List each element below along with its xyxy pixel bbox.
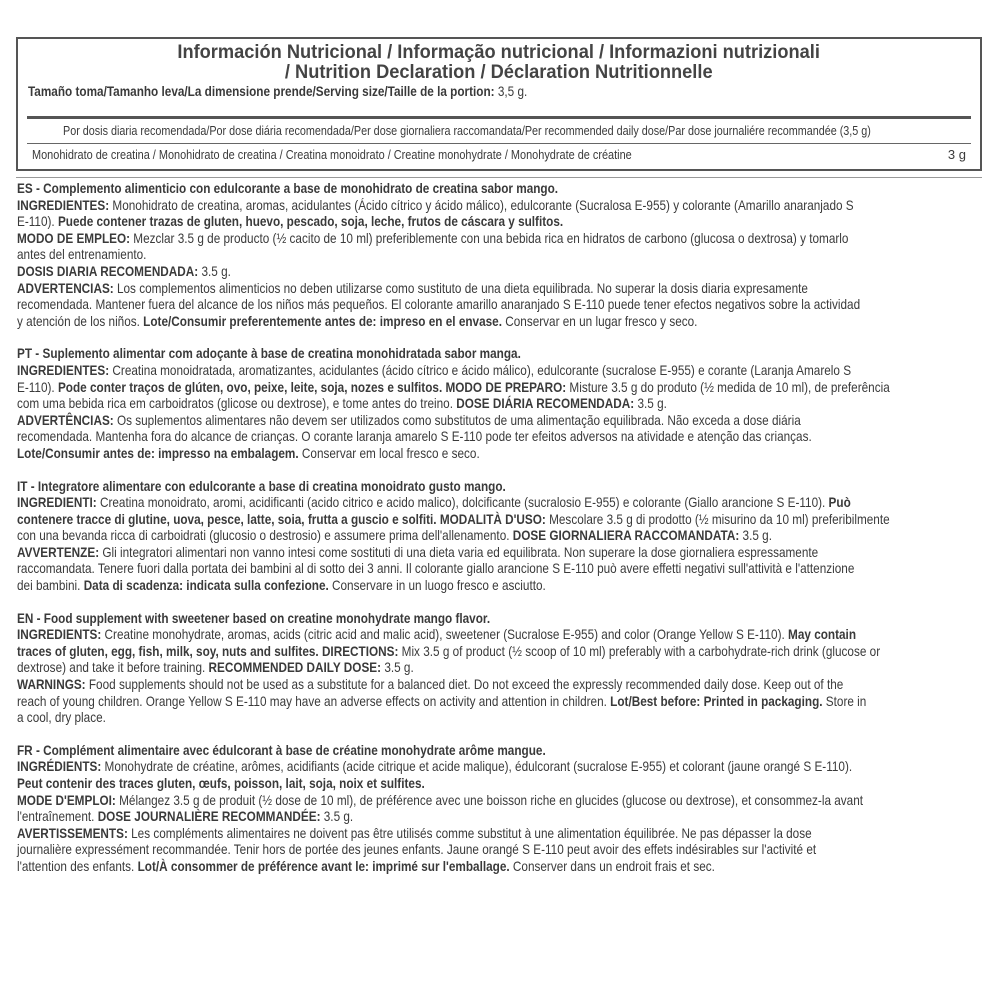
- section-fr: [17, 742, 983, 875]
- it-allergens: Può: [828, 494, 851, 511]
- fr-ingredients-text: Monohydrate de créatine, arômes, acidifiants (acide citrique et acide malique), édulcorant (sucralose E-955) et colorant (jaune orangé S E-110).: [101, 758, 853, 775]
- fr-storage: Conserver dans un endroit frais et sec.: [509, 857, 715, 874]
- es-warnings-label: ADVERTENCIAS:: [17, 279, 114, 296]
- serving-size-label: Tamaño toma/Tamanho leva/La dimensione prende/Serving size/Taille de la portion:: [28, 83, 495, 99]
- en-storage: Store in: [822, 692, 867, 709]
- en-warnings-label: WARNINGS:: [17, 676, 86, 693]
- en-usage-text: Mix 3.5 g of product (½ scoop of 10 ml) preferably with a carbohydrate-rich drink (glucose or: [398, 642, 881, 659]
- section-divider: [16, 177, 982, 178]
- it-text: con una bevanda ricca di carboidrati (glucosio o destrosio) e assumere prima dell'allenamento.: [17, 527, 513, 544]
- pt-text: com uma bebida rica em carboidratos (glicose ou dextrose), e tome antes do treino.: [17, 395, 457, 412]
- en-text: reach of young children. Orange Yellow S E-110 may have an adverse effects on activity and attention in children.: [17, 692, 611, 709]
- en-storage: a cool, dry place.: [17, 709, 106, 726]
- es-storage: Conservar en un lugar fresco y seco.: [501, 312, 698, 329]
- es-usage-label: MODO DE EMPLEO:: [17, 229, 131, 246]
- pt-text: recomendada. Mantenha fora do alcance de crianças. O corante laranja amarelo S E-110 pode ter efeitos adversos na atividade e atenção das crianças.: [17, 428, 812, 445]
- es-ingredients-text: Monohidrato de creatina, aromas, acidulantes (Ácido cítrico y ácido málico), edulcorante (Sucralosa E-955) y colorante (Amarillo anaranjado S: [109, 196, 854, 213]
- en-ingredients-text: Creatine monohydrate, aromas, acids (citric acid and malic acid), sweetener (Sucralose E-955) and color (Orange Yellow S E-110).: [101, 626, 789, 643]
- es-dose-label: DOSIS DIARIA RECOMENDADA:: [17, 262, 199, 279]
- it-lot: Data di scadenza: indicata sulla confezione.: [83, 577, 329, 594]
- en-text: dextrose) and take it before training.: [17, 659, 209, 676]
- fr-heading: FR - Complément alimentaire avec édulcorant à base de créatine monohydrate arôme mangue.: [17, 741, 546, 758]
- pt-heading: PT - Suplemento alimentar com adoçante à base de creatina monohidratada sabor manga.: [17, 345, 521, 362]
- pt-allergens: Pode conter traços de glúten, ovo, peixe, leite, soja, nozes e sulfitos. MODO DE PREPARO:: [57, 378, 567, 395]
- en-allergens: May contain: [788, 626, 857, 643]
- it-warnings-label: AVVERTENZE:: [17, 543, 100, 560]
- en-ingredients-label: INGREDIENTS:: [17, 626, 102, 643]
- it-storage: Conservare in un luogo fresco e asciutto.: [328, 577, 546, 594]
- pt-dose-value: 3.5 g.: [634, 395, 667, 412]
- serving-size: [28, 83, 527, 99]
- nutrition-title-line2: / Nutrition Declaration / Déclaration Nutritionnelle: [285, 62, 713, 83]
- en-dose-label: RECOMMENDED DAILY DOSE:: [208, 659, 382, 676]
- pt-text: E-110).: [17, 378, 58, 395]
- section-it: [17, 478, 983, 594]
- it-ingredients-text: Creatina monoidrato, aromi, acidificanti (acido citrico e acido malico), dolcificante (sucralosio E-955) e colorante (Giallo arancione S E-110).: [96, 494, 829, 511]
- it-text: raccomandata. Tenere fuori dalla portata dei bambini al di sotto dei 3 anni. Il colorante giallo arancione S E-110 può avere effetti negativi sull'attività e l'attenzione: [17, 560, 855, 577]
- table-thin-divider: [27, 143, 971, 144]
- fr-text: l'entraînement.: [17, 808, 98, 825]
- section-es: [17, 180, 983, 329]
- nutrition-table: [16, 37, 982, 171]
- pt-ingredients-text: Creatina monoidratada, aromatizantes, acidulantes (ácido cítrico e ácido málico), edulcorante (sucralose E-955) e corante (Laranja Amarelo S: [109, 361, 852, 378]
- section-en: [17, 610, 983, 726]
- it-warnings-text: Gli integratori alimentari non vanno intesi come sostituti di una dieta varia ed equilibrata. Non superare la dose giornaliera espressamente: [99, 543, 819, 560]
- pt-storage: Conservar em local fresco e seco.: [298, 444, 480, 461]
- it-usage-text: Mescolare 3.5 g di prodotto (½ misurino da 10 ml) preferibilmente: [545, 510, 890, 527]
- pt-ingredients-label: INGREDIENTES:: [17, 361, 110, 378]
- fr-warnings-text: Les compléments alimentaires ne doivent pas être utilisés comme substitut à une alimentation équilibrée. Ne pas dépasser la dose: [127, 824, 812, 841]
- it-ingredients-label: INGREDIENTI:: [17, 494, 97, 511]
- fr-lot: Lot/À consommer de préférence avant le: imprimé sur l'emballage.: [137, 857, 510, 874]
- fr-dose-label: DOSE JOURNALIÈRE RECOMMANDÉE:: [97, 808, 321, 825]
- en-heading: EN - Food supplement with sweetener based on creatine monohydrate mango flavor.: [17, 609, 491, 626]
- pt-warnings-text: Os suplementos alimentares não devem ser utilizados como substitutos de uma alimentação equilibrada. Não exceda a dose diária: [113, 411, 801, 428]
- it-dose-value: 3.5 g.: [739, 527, 772, 544]
- it-text: dei bambini.: [17, 577, 84, 594]
- table-thick-divider: [27, 116, 971, 119]
- pt-lot: Lote/Consumir antes de: impresso na embalagem.: [17, 444, 299, 461]
- es-heading: ES - Complemento alimenticio con edulcorante a base de monohidrato de creatina sabor mango.: [17, 180, 559, 196]
- es-ingredients-label: INGREDIENTES:: [17, 196, 110, 213]
- pt-usage-text: Misture 3.5 g do produto (½ medida de 10 ml), de preferência: [566, 378, 890, 395]
- it-allergens: contenere tracce di glutine, uova, pesce, latte, soia, frutta a guscio e solfiti. MODALITÀ D'USO:: [17, 510, 546, 527]
- fr-allergens: Peut contenir des traces gluten, œufs, poisson, lait, soja, noix et sulfites.: [17, 775, 425, 791]
- es-text: recomendada. Mantener fuera del alcance de los niños más pequeños. El colorante amarillo anaranjado S E-110 puede tener efectos negativos sobre la actividad: [17, 296, 861, 313]
- label-text: [17, 180, 983, 891]
- en-allergens: traces of gluten, egg, fish, milk, soy, nuts and sulfites. DIRECTIONS:: [17, 642, 399, 659]
- serving-size-value: 3,5 g.: [497, 83, 528, 99]
- fr-usage-label: MODE D'EMPLOI:: [17, 791, 116, 808]
- es-allergens: Puede contener trazas de gluten, huevo, pescado, soja, leche, frutos de cáscara y sulfitos.: [57, 213, 564, 230]
- nutrition-title-line1: Información Nutricional / Informação nutricional / Informazioni nutrizionali: [177, 42, 821, 63]
- pt-warnings-label: ADVERTÊNCIAS:: [17, 411, 114, 428]
- fr-text: journalière expressément recommandée. Tenir hors de portée des jeunes enfants. Jaune orangé S E-110 peut avoir des effets indésirables sur l'activité et: [17, 841, 817, 858]
- dose-header: Por dosis diaria recomendada/Por dose diária recomendada/Per dose giornaliera raccomandata/Per recommended daily dose/Par dose journaliére recommandée (3,5 g): [63, 123, 871, 138]
- es-lot: Lote/Consumir preferentemente antes de: impreso en el envase.: [143, 312, 502, 329]
- section-pt: [17, 345, 983, 461]
- fr-ingredients-label: INGRÉDIENTS:: [17, 758, 102, 775]
- fr-text: l'attention des enfants.: [17, 857, 138, 874]
- fr-dose-value: 3.5 g.: [320, 808, 354, 825]
- en-dose-value: 3.5 g.: [381, 659, 414, 676]
- es-dose-value: 3.5 g.: [198, 262, 231, 279]
- en-lot: Lot/Best before: Printed in packaging.: [610, 692, 823, 709]
- nutrient-name: Monohidrato de creatina / Monohidrato de creatina / Creatina monoidrato / Creatine monohydrate / Monohydrate de créatine: [32, 147, 632, 162]
- fr-usage-text: Mélangez 3.5 g de produit (½ dose de 10 ml), de préférence avec une boisson riche en glucides (glucose ou dextrose), et consommez-la avant: [115, 791, 864, 808]
- es-text: E-110).: [17, 213, 58, 230]
- en-warnings-text: Food supplements should not be used as a substitute for a balanced diet. Do not exceed the expressly recommended daily dose. Keep out of the: [85, 676, 844, 693]
- es-text: antes del entrenamiento.: [17, 246, 147, 263]
- es-text: y atención de los niños.: [17, 312, 144, 329]
- it-dose-label: DOSE GIORNALIERA RACCOMANDATA:: [512, 527, 740, 544]
- fr-warnings-label: AVERTISSEMENTS:: [17, 824, 128, 841]
- nutrient-value: 3 g: [947, 147, 966, 162]
- es-warnings-text: Los complementos alimenticios no deben utilizarse como sustituto de una dieta equilibrada. No superar la dosis diaria expresamente: [113, 279, 808, 296]
- es-usage-text: Mezclar 3.5 g de producto (½ cacito de 10 ml) preferiblemente con una bebida rica en hidratos de carbono (glucosa o dextrosa) y tomarlo: [130, 229, 849, 246]
- pt-dose-label: DOSE DIÁRIA RECOMENDADA:: [456, 395, 635, 412]
- it-heading: IT - Integratore alimentare con edulcorante a base di creatina monoidrato gusto mango.: [17, 477, 506, 494]
